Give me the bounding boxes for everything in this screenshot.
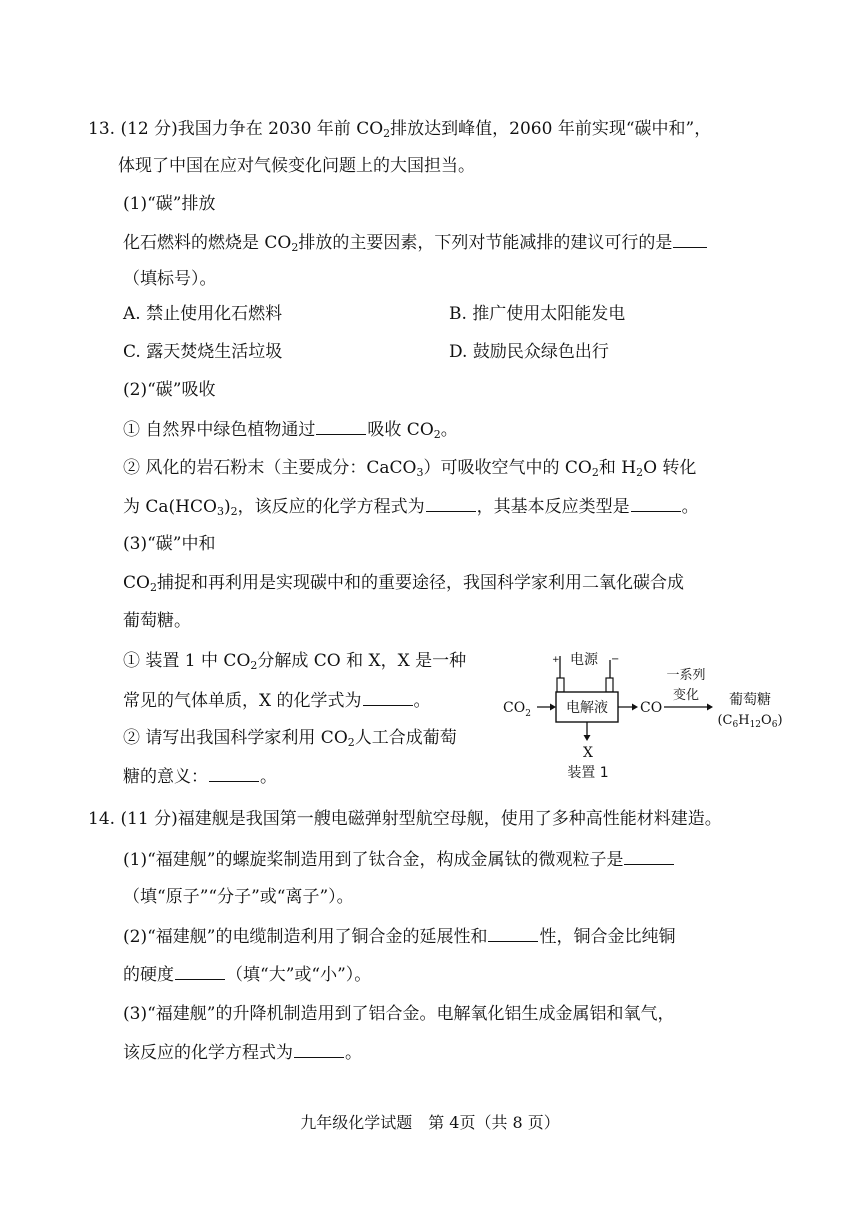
option-a: A. 禁止使用化石燃料	[123, 304, 283, 324]
q13-part3-q1-line2: 常见的气体单质，X 的化学式为 。	[123, 691, 431, 711]
q14-part1-line2: （填“原子”“分子”或“离子”）。	[123, 887, 354, 907]
answer-blank[interactable]	[294, 1041, 344, 1058]
output-arrowhead	[632, 704, 638, 711]
q13-part3-q2: ② 请写出我国科学家利用 $CO_2$人工合成葡萄	[123, 728, 457, 749]
input-arrowhead	[550, 704, 556, 711]
anode-electrode	[557, 678, 564, 692]
q13-part3-text: $CO_2$捕捉和再利用是实现碳中和的重要途径，我国科学家利用二氧化碳合成	[123, 573, 684, 594]
q13-part3-title: (3)“碳”中和	[123, 534, 216, 554]
glucose-label: 葡萄糖	[729, 692, 771, 708]
q14-heading: 14. (11 分)福建舰是我国第一艘电磁弹射型航空母舰，使用了多种高性能材料建造。	[88, 809, 722, 829]
conversion-arrowhead	[707, 704, 713, 711]
plus-sign: +	[552, 655, 560, 665]
answer-blank[interactable]	[488, 925, 538, 942]
answer-blank[interactable]	[363, 689, 413, 706]
q13-part2-q1: ① 自然界中绿色植物通过 吸收 $CO_2$。	[123, 420, 458, 441]
output-co-label: CO	[640, 700, 663, 716]
input-co2-label: $CO_2$	[503, 700, 531, 719]
apparatus-caption: 装置 1	[567, 765, 609, 781]
option-d: D. 鼓励民众绿色出行	[449, 342, 609, 362]
q13-heading: 13. (12 分)我国力争在 2030 年前 $CO_2$排放达到峰值，2060 年前实现“碳中和”，	[88, 119, 712, 140]
cathode-electrode	[606, 678, 613, 692]
answer-blank[interactable]	[624, 848, 674, 865]
q13-part2-q2-line2: 为 $Ca(HCO_3)_2$，该反应的化学方程式为 ，其基本反应类型是 。	[123, 497, 699, 518]
apparatus-1-diagram	[500, 646, 800, 786]
q14-part2-line2: 的硬度 （填“大”或“小”）。	[123, 965, 372, 985]
q13-part1-text-line2: （填标号）。	[123, 269, 217, 289]
series-of-changes-label: 一系列	[666, 668, 706, 683]
glucose-formula: $(C_6H_{12}O_6)$	[717, 713, 783, 730]
q13-part3-q1: ① 装置 1 中 $CO_2$分解成 CO 和 X，X 是一种	[123, 651, 467, 672]
q14-part3-line2: 该反应的化学方程式为 。	[123, 1043, 362, 1063]
answer-blank[interactable]	[209, 765, 259, 782]
q13-part1-title: (1)“碳”排放	[123, 194, 216, 214]
changes-label: 变化	[672, 688, 700, 703]
q13-part2-title: (2)“碳”吸收	[123, 380, 216, 400]
option-c: C. 露天焚烧生活垃圾	[123, 342, 283, 362]
minus-sign: −	[611, 654, 620, 665]
q13-part3-q2-line2: 糖的意义： 。	[123, 767, 277, 787]
q14-part1: (1)“福建舰”的螺旋桨制造用到了钛合金，构成金属钛的微观粒子是	[123, 848, 675, 871]
page-footer: 九年级化学试题 第 4页（共 8 页）	[300, 1113, 560, 1132]
q13-part2-q2: ② 风化的岩石粉末（主要成分：CaCO$_3$）可吸收空气中的 $CO_2$和 $H_2O$ 转化	[123, 458, 697, 479]
q13-part3-text-line2: 葡萄糖。	[123, 611, 191, 631]
option-b: B. 推广使用太阳能发电	[449, 304, 626, 324]
electrolyte-label: 电解液	[566, 700, 608, 716]
q14-part2: (2)“福建舰”的电缆制造利用了铜合金的延展性和 性，铜合金比纯铜	[123, 927, 676, 947]
answer-blank[interactable]	[426, 495, 476, 512]
answer-blank[interactable]	[175, 963, 225, 980]
answer-blank[interactable]	[631, 495, 681, 512]
x-arrowhead	[584, 735, 591, 741]
q14-part3: (3)“福建舰”的升降机制造用到了铝合金。电解氧化铝生成金属铝和氧气，	[123, 1004, 675, 1024]
answer-blank[interactable]	[673, 231, 707, 248]
x-product-label: X	[583, 745, 593, 761]
answer-blank[interactable]	[316, 418, 366, 435]
q13-part1-text: 化石燃料的燃烧是 $CO_2$排放的主要因素，下列对节能减排的建议可行的是	[123, 231, 708, 254]
power-source-label: 电源	[570, 652, 598, 668]
q13-heading-line2: 体现了中国在应对气候变化问题上的大国担当。	[118, 156, 475, 176]
